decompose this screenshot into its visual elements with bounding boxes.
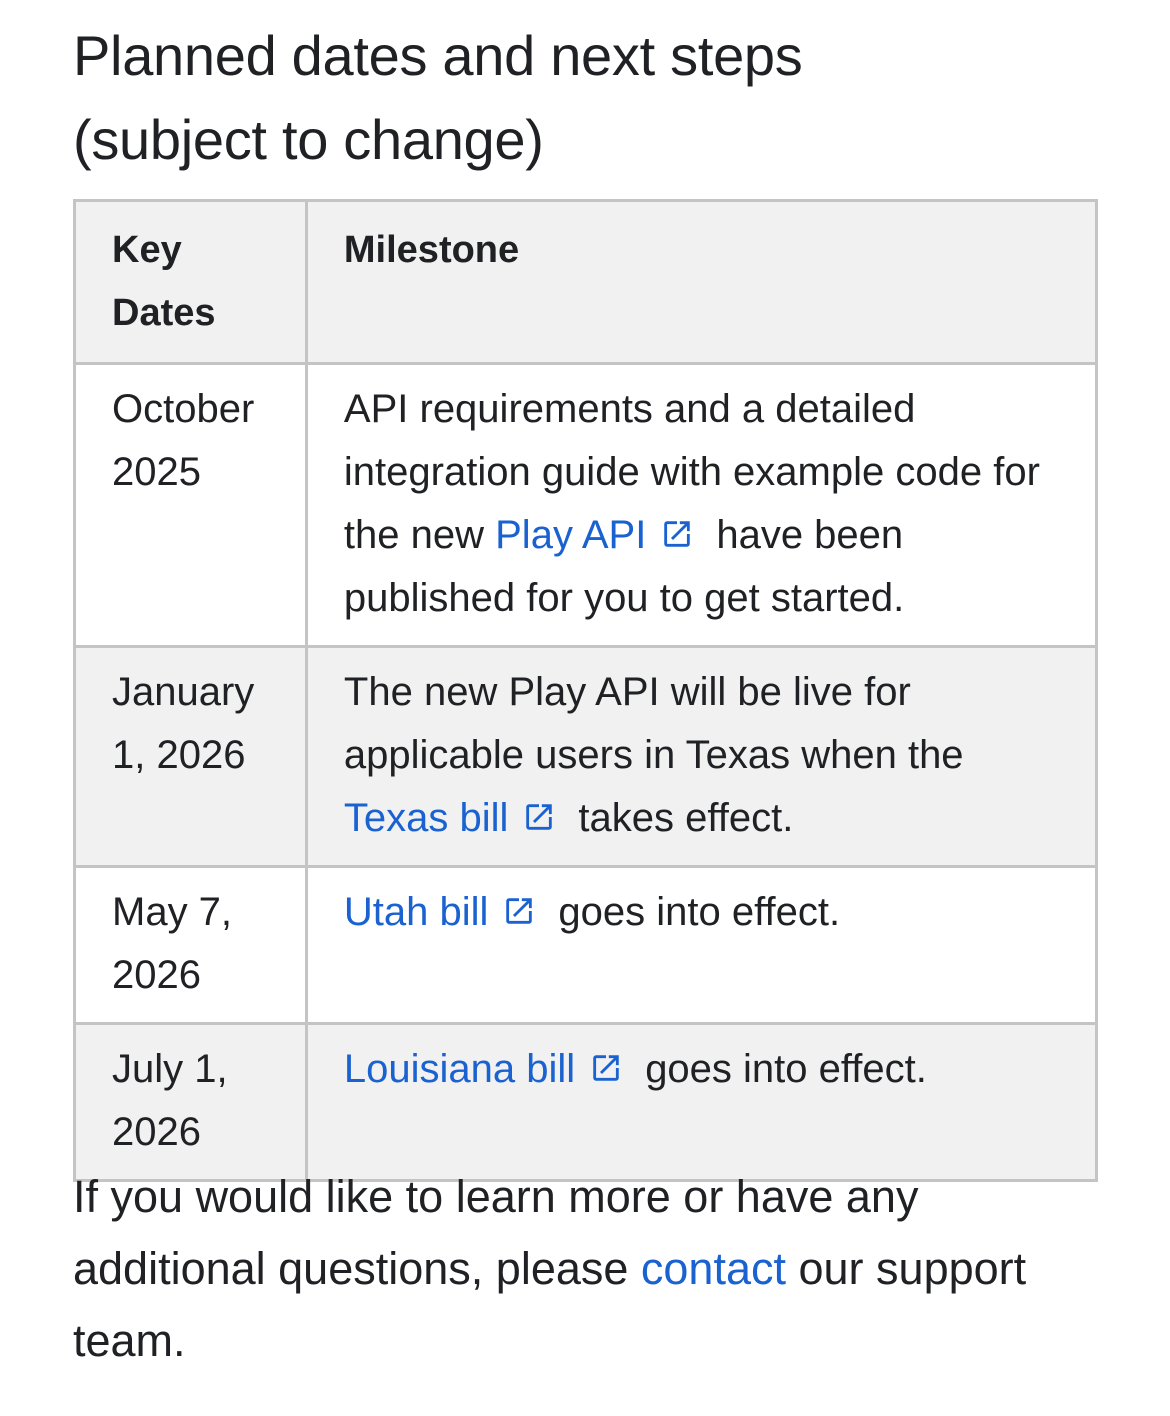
milestone-cell: Utah bill goes into effect.	[306, 867, 1096, 1024]
footer-paragraph: If you would like to learn more or have any additional questions, please contact our support team.	[73, 1171, 1027, 1366]
utah-bill-link[interactable]: Utah bill	[343, 890, 489, 934]
article-content	[73, 0, 1098, 1366]
louisiana-bill-link[interactable]: Louisiana bill	[343, 1047, 576, 1091]
external-link-icon[interactable]	[502, 894, 536, 928]
external-link-icon[interactable]	[660, 517, 694, 551]
date-cell: July 1, 2026	[75, 1024, 307, 1181]
external-link-icon[interactable]	[589, 1051, 623, 1085]
page-title-line2: (subject to change)	[73, 108, 544, 171]
date-cell: October 2025	[75, 364, 307, 647]
contact-link[interactable]: contact	[640, 1243, 786, 1294]
external-link-icon[interactable]	[522, 800, 556, 834]
table-header-row	[75, 201, 1097, 364]
page-title-line1: Planned dates and next steps	[73, 24, 803, 87]
table-row	[75, 647, 1097, 867]
milestones-table	[73, 199, 1098, 1182]
milestone-cell: API requirements and a detailed integration guide with example code for the new Play API have been published for you to get started.	[306, 364, 1096, 647]
page-title	[73, 0, 1098, 182]
milestone-cell: Louisiana bill goes into effect.	[306, 1024, 1096, 1181]
texas-bill-link[interactable]: Texas bill	[343, 796, 509, 840]
column-header-milestone: Milestone	[306, 201, 1096, 364]
table-row	[75, 867, 1097, 1024]
table-row	[75, 364, 1097, 647]
date-cell: January 1, 2026	[75, 647, 307, 867]
milestone-cell: The new Play API will be live for applicable users in Texas when the Texas bill takes effect.	[306, 647, 1096, 867]
table-row	[75, 1024, 1097, 1181]
column-header-key-dates: Key Dates	[75, 201, 307, 364]
date-cell: May 7, 2026	[75, 867, 307, 1024]
play-api-link[interactable]: Play API	[495, 513, 647, 557]
